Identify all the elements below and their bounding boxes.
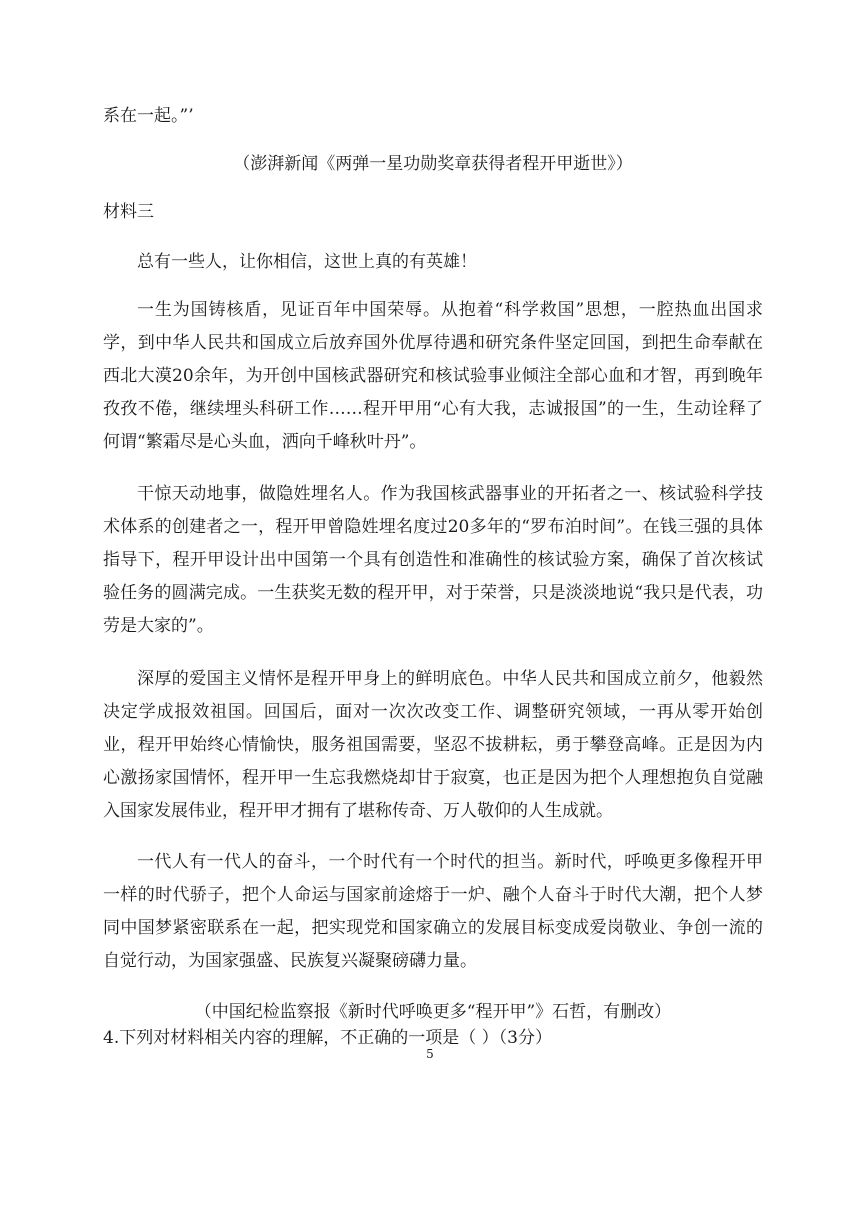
source-citation-2: （澎湃新闻《两弹一星功勋奖章获得者程开甲逝世》） [233,154,633,174]
source-citation-3: （中国纪检监察报《新时代呼唤更多“程开甲”》石哲，有删改） [194,1002,672,1022]
page-number: 5 [426,1047,434,1061]
paragraph-2: 一生为国铸核盾，见证百年中国荣辱。从抱着“科学救国”思想，一腔热血出国求学，到中华人民共和国成立后放弃国外优厚待遇和研究条件坚定回国，到把生命奉献在西北大漠20余年，为开创中国核武器研究和核试验事业倾注全部心血和才智，再到晚年孜孜不倦，继续埋头科研工作……程开甲用“心有大我，志诚报国”的一生，生动诠释了何谓“繁霜尽是心头血，洒向千峰秋叶丹”。 [103,300,763,452]
material-three-heading: 材料三 [103,202,154,222]
continuation-line: 系在一起。”’ [103,106,194,126]
paragraph-1: 总有一些人，让你相信，这世上真的有英雄！ [137,252,477,272]
paragraph-3: 干惊天动地事，做隐姓埋名人。作为我国核武器事业的开拓者之一、核试验科学技术体系的创建者之一，程开甲曾隐姓埋名度过20多年的“罗布泊时间”。在钱三强的具体指导下，程开甲设计出中国第一个具有创造性和准确性的核试验方案，确保了首次核试验任务的圆满完成。一生获奖无数的程开甲，对于荣誉，只是淡淡地说“我只是代表，功劳是大家的”。 [103,484,763,636]
paragraph-4: 深厚的爱国主义情怀是程开甲身上的鲜明底色。中华人民共和国成立前夕，他毅然决定学成报效祖国。回国后，面对一次次改变工作、调整研究领域，一再从零开始创业，程开甲始终心情愉快，服务祖国需要，坚忍不拔耕耘，勇于攀登高峰。正是因为内心激扬家国情怀，程开甲一生忘我燃烧却甘于寂寞，也正是因为把个人理想抱负自觉融入国家发展伟业，程开甲才拥有了堪称传奇、万人敬仰的人生成就。 [103,669,763,821]
paragraph-5: 一代人有一代人的奋斗，一个时代有一个时代的担当。新时代，呼唤更多像程开甲一样的时代骄子，把个人命运与国家前途熔于一炉、融个人奋斗于时代大潮，把个人梦同中国梦紧密联系在一起，把实现党和国家确立的发展目标变成爱岗敬业、争创一流的自觉行动，为国家强盛、民族复兴凝聚磅礴力量。 [103,852,763,971]
question-4: 4.下列对材料相关内容的理解，不正确的一项是（ ）（3分） [103,1028,552,1048]
